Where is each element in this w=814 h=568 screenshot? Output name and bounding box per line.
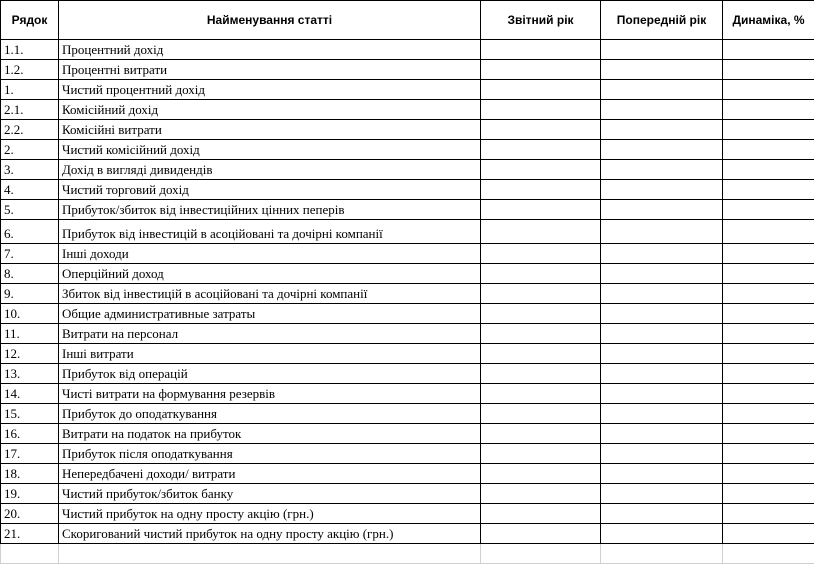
reporting-year-cell[interactable]	[481, 464, 601, 484]
dynamics-cell[interactable]	[723, 424, 814, 444]
reporting-year-cell[interactable]	[481, 324, 601, 344]
reporting-year-cell[interactable]	[481, 220, 601, 244]
reporting-year-cell[interactable]	[481, 100, 601, 120]
dynamics-cell[interactable]	[723, 444, 814, 464]
dynamics-cell[interactable]	[723, 344, 814, 364]
table-row	[1, 524, 814, 544]
previous-year-cell[interactable]	[601, 244, 723, 264]
row-number-cell[interactable]: 19.	[1, 484, 59, 504]
previous-year-cell[interactable]	[601, 304, 723, 324]
dynamics-cell[interactable]	[723, 220, 814, 244]
reporting-year-cell[interactable]	[481, 60, 601, 80]
item-name-cell[interactable]: Витрати на податок на прибуток	[59, 424, 481, 444]
table-row	[1, 220, 814, 244]
dynamics-cell[interactable]	[723, 524, 814, 544]
reporting-year-cell[interactable]	[481, 384, 601, 404]
row-number-cell[interactable]: 16.	[1, 424, 59, 444]
table-row	[1, 484, 814, 504]
reporting-year-cell[interactable]	[481, 524, 601, 544]
reporting-year-cell[interactable]	[481, 504, 601, 524]
row-number-cell[interactable]: 1.2.	[1, 60, 59, 80]
empty-cell[interactable]	[481, 544, 601, 564]
table-row	[1, 424, 814, 444]
table-row	[1, 284, 814, 304]
dynamics-cell[interactable]	[723, 484, 814, 504]
header-item-name[interactable]: Найменування статті	[59, 1, 481, 40]
reporting-year-cell[interactable]	[481, 140, 601, 160]
previous-year-cell[interactable]	[601, 80, 723, 100]
previous-year-cell[interactable]	[601, 60, 723, 80]
row-number-cell[interactable]: 6.	[1, 220, 59, 244]
item-name-cell[interactable]: Витрати на персонал	[59, 324, 481, 344]
item-name-cell[interactable]: Комісійні витрати	[59, 120, 481, 140]
table-row	[1, 244, 814, 264]
previous-year-cell[interactable]	[601, 364, 723, 384]
reporting-year-cell[interactable]	[481, 424, 601, 444]
previous-year-cell[interactable]	[601, 284, 723, 304]
dynamics-cell[interactable]	[723, 80, 814, 100]
row-number-cell[interactable]: 20.	[1, 504, 59, 524]
item-name-cell[interactable]: Дохід в вигляді дивидендів	[59, 160, 481, 180]
table-row	[1, 264, 814, 284]
item-name-cell[interactable]: Прибуток від операцій	[59, 364, 481, 384]
dynamics-cell[interactable]	[723, 304, 814, 324]
dynamics-cell[interactable]	[723, 324, 814, 344]
dynamics-cell[interactable]	[723, 60, 814, 80]
reporting-year-cell[interactable]	[481, 484, 601, 504]
reporting-year-cell[interactable]	[481, 200, 601, 220]
item-name-cell[interactable]: Інші доходи	[59, 244, 481, 264]
row-number-cell[interactable]: 7.	[1, 244, 59, 264]
reporting-year-cell[interactable]	[481, 120, 601, 140]
reporting-year-cell[interactable]	[481, 364, 601, 384]
empty-cell[interactable]	[59, 544, 481, 564]
reporting-year-cell[interactable]	[481, 264, 601, 284]
empty-cell[interactable]	[1, 544, 59, 564]
previous-year-cell[interactable]	[601, 120, 723, 140]
item-name-cell[interactable]: Чистий процентний дохід	[59, 80, 481, 100]
table-row	[1, 160, 814, 180]
dynamics-cell[interactable]	[723, 160, 814, 180]
previous-year-cell[interactable]	[601, 180, 723, 200]
row-number-cell[interactable]: 1.	[1, 80, 59, 100]
item-name-cell[interactable]: Прибуток до оподаткування	[59, 404, 481, 424]
item-name-cell[interactable]: Інші витрати	[59, 344, 481, 364]
reporting-year-cell[interactable]	[481, 160, 601, 180]
dynamics-cell[interactable]	[723, 120, 814, 140]
dynamics-cell[interactable]	[723, 404, 814, 424]
dynamics-cell[interactable]	[723, 180, 814, 200]
dynamics-cell[interactable]	[723, 464, 814, 484]
header-dynamics[interactable]: Динаміка, %	[723, 1, 814, 40]
reporting-year-cell[interactable]	[481, 444, 601, 464]
item-name-cell[interactable]: Прибуток від інвестицій в асоційовані та дочірні компанії	[59, 220, 481, 244]
row-number-cell[interactable]: 12.	[1, 344, 59, 364]
item-name-cell[interactable]: Чисті витрати на формування резервів	[59, 384, 481, 404]
item-name-cell[interactable]: Скоригований чистий прибуток на одну просту акцію (грн.)	[59, 524, 481, 544]
previous-year-cell[interactable]	[601, 464, 723, 484]
item-name-cell[interactable]: Оперційний доход	[59, 264, 481, 284]
dynamics-cell[interactable]	[723, 284, 814, 304]
header-reporting-year[interactable]: Звітний рік	[481, 1, 601, 40]
empty-cell[interactable]	[723, 544, 814, 564]
previous-year-cell[interactable]	[601, 484, 723, 504]
row-number-cell[interactable]: 15.	[1, 404, 59, 424]
table-row	[1, 324, 814, 344]
previous-year-cell[interactable]	[601, 504, 723, 524]
item-name-cell[interactable]: Процентний дохід	[59, 40, 481, 60]
table-row	[1, 40, 814, 60]
item-name-cell[interactable]: Прибуток/збиток від інвестиційних цінних пеперів	[59, 200, 481, 220]
item-name-cell[interactable]: Чистий комісійний дохід	[59, 140, 481, 160]
empty-row	[1, 544, 814, 564]
previous-year-cell[interactable]	[601, 264, 723, 284]
item-name-cell[interactable]: Непередбачені доходи/ витрати	[59, 464, 481, 484]
row-number-cell[interactable]: 8.	[1, 264, 59, 284]
item-name-cell[interactable]: Чистий торговий дохід	[59, 180, 481, 200]
table-row	[1, 304, 814, 324]
reporting-year-cell[interactable]	[481, 404, 601, 424]
table-row	[1, 464, 814, 484]
table-row	[1, 140, 814, 160]
dynamics-cell[interactable]	[723, 200, 814, 220]
header-row-number[interactable]: Рядок	[1, 1, 59, 40]
reporting-year-cell[interactable]	[481, 284, 601, 304]
table-row	[1, 80, 814, 100]
table-row	[1, 364, 814, 384]
previous-year-cell[interactable]	[601, 200, 723, 220]
header-previous-year[interactable]: Попередній рік	[601, 1, 723, 40]
header-row	[1, 1, 814, 40]
table-row	[1, 384, 814, 404]
table-row	[1, 404, 814, 424]
table-row	[1, 200, 814, 220]
table-row	[1, 100, 814, 120]
empty-cell[interactable]	[601, 544, 723, 564]
table-row	[1, 180, 814, 200]
item-name-cell[interactable]: Прибуток після оподаткування	[59, 444, 481, 464]
row-number-cell[interactable]: 9.	[1, 284, 59, 304]
table-row	[1, 60, 814, 80]
dynamics-cell[interactable]	[723, 364, 814, 384]
row-number-cell[interactable]: 5.	[1, 200, 59, 220]
item-name-cell[interactable]: Чистий прибуток/збиток банку	[59, 484, 481, 504]
previous-year-cell[interactable]	[601, 344, 723, 364]
row-number-cell[interactable]: 14.	[1, 384, 59, 404]
dynamics-cell[interactable]	[723, 40, 814, 60]
dynamics-cell[interactable]	[723, 100, 814, 120]
previous-year-cell[interactable]	[601, 100, 723, 120]
previous-year-cell[interactable]	[601, 324, 723, 344]
table-row	[1, 120, 814, 140]
table-row	[1, 504, 814, 524]
previous-year-cell[interactable]	[601, 220, 723, 244]
table-body	[1, 40, 814, 564]
row-number-cell[interactable]: 1.1.	[1, 40, 59, 60]
previous-year-cell[interactable]	[601, 160, 723, 180]
row-number-cell[interactable]: 2.1.	[1, 100, 59, 120]
reporting-year-cell[interactable]	[481, 244, 601, 264]
reporting-year-cell[interactable]	[481, 304, 601, 324]
previous-year-cell[interactable]	[601, 384, 723, 404]
table-row	[1, 344, 814, 364]
dynamics-cell[interactable]	[723, 264, 814, 284]
row-number-cell[interactable]: 3.	[1, 160, 59, 180]
item-name-cell[interactable]: Процентні витрати	[59, 60, 481, 80]
reporting-year-cell[interactable]	[481, 180, 601, 200]
reporting-year-cell[interactable]	[481, 344, 601, 364]
row-number-cell[interactable]: 17.	[1, 444, 59, 464]
row-number-cell[interactable]: 4.	[1, 180, 59, 200]
previous-year-cell[interactable]	[601, 140, 723, 160]
item-name-cell[interactable]: Комісійний дохід	[59, 100, 481, 120]
previous-year-cell[interactable]	[601, 40, 723, 60]
item-name-cell[interactable]: Чистий прибуток на одну просту акцію (грн.)	[59, 504, 481, 524]
previous-year-cell[interactable]	[601, 404, 723, 424]
reporting-year-cell[interactable]	[481, 80, 601, 100]
previous-year-cell[interactable]	[601, 444, 723, 464]
table-row	[1, 444, 814, 464]
item-name-cell[interactable]: Збиток від інвестицій в асоційовані та дочірні компанії	[59, 284, 481, 304]
item-name-cell[interactable]: Общие административные затраты	[59, 304, 481, 324]
previous-year-cell[interactable]	[601, 424, 723, 444]
row-number-cell[interactable]: 21.	[1, 524, 59, 544]
reporting-year-cell[interactable]	[481, 40, 601, 60]
row-number-cell[interactable]: 18.	[1, 464, 59, 484]
row-number-cell[interactable]: 13.	[1, 364, 59, 384]
row-number-cell[interactable]: 10.	[1, 304, 59, 324]
dynamics-cell[interactable]	[723, 384, 814, 404]
dynamics-cell[interactable]	[723, 504, 814, 524]
previous-year-cell[interactable]	[601, 524, 723, 544]
dynamics-cell[interactable]	[723, 244, 814, 264]
row-number-cell[interactable]: 11.	[1, 324, 59, 344]
dynamics-cell[interactable]	[723, 140, 814, 160]
row-number-cell[interactable]: 2.	[1, 140, 59, 160]
row-number-cell[interactable]: 2.2.	[1, 120, 59, 140]
